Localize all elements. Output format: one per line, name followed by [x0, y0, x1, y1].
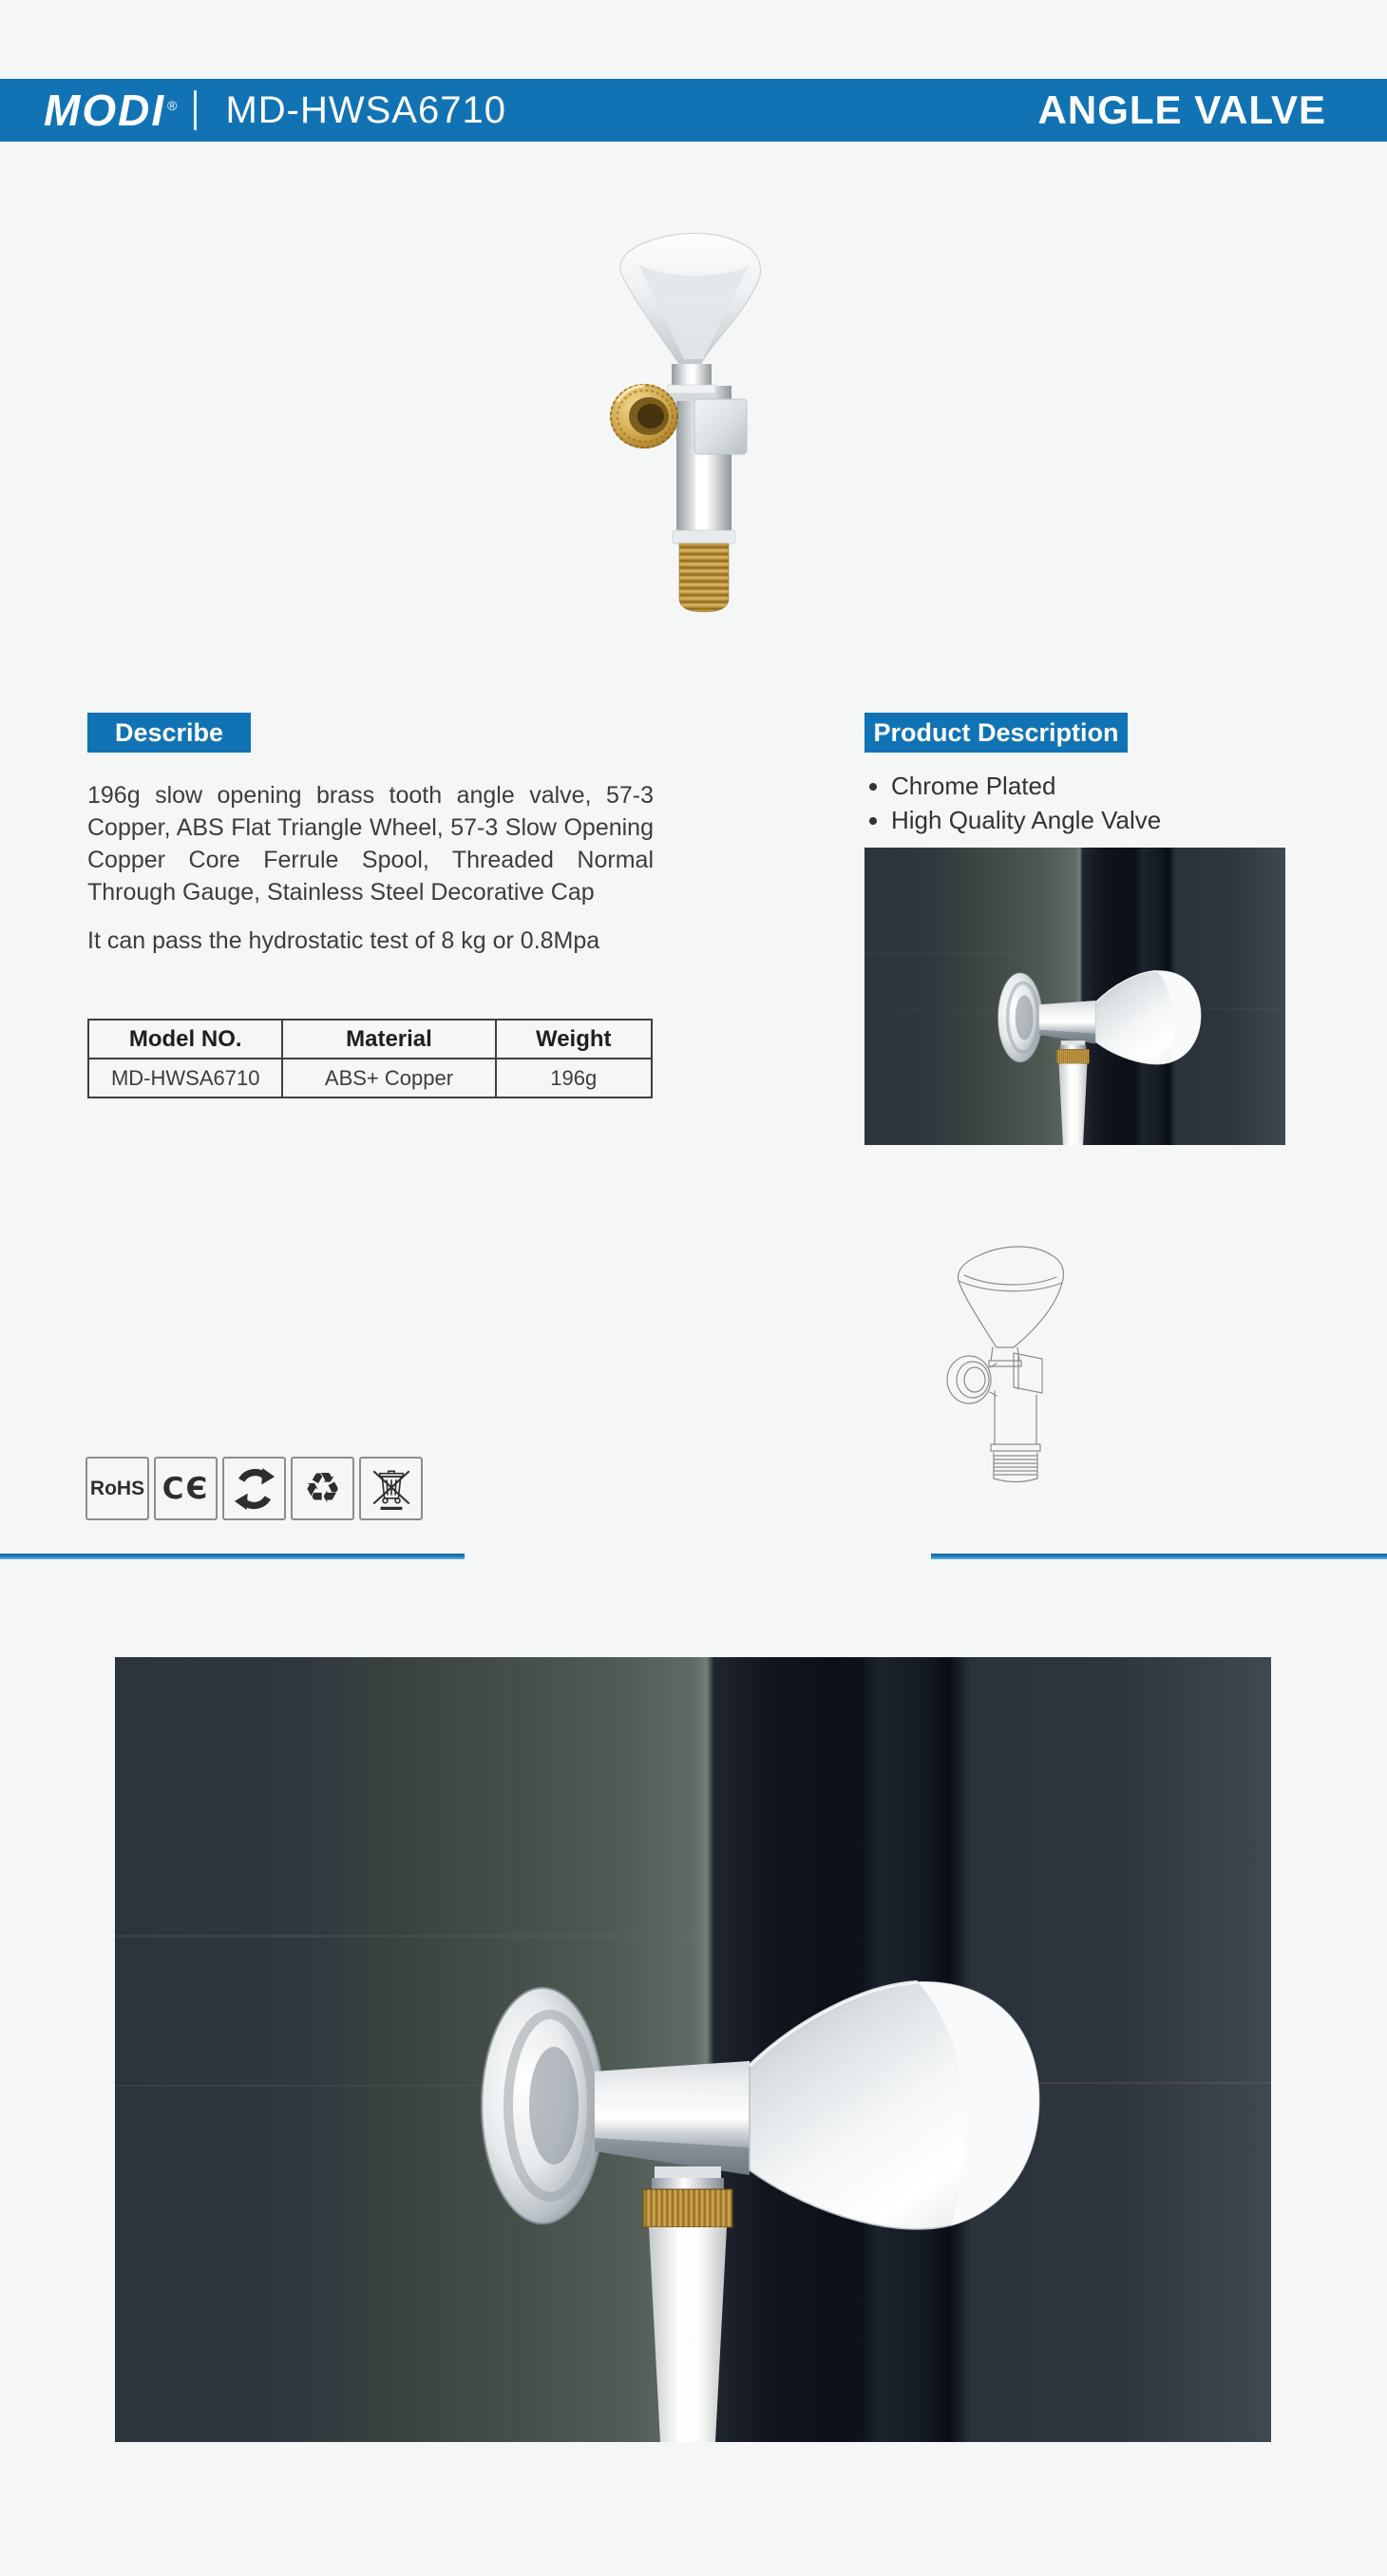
certification-row	[86, 1457, 423, 1520]
brand-logo	[44, 85, 179, 136]
hero-valve-image	[597, 226, 792, 616]
weee-bin-icon	[359, 1457, 423, 1520]
spec-table	[87, 1019, 653, 1098]
header-divider	[194, 90, 197, 130]
ce-mark-icon	[154, 1457, 218, 1520]
spec-header-weight: Weight	[496, 1020, 652, 1059]
green-dot-glyph	[234, 1468, 276, 1510]
separator-line-left	[0, 1554, 465, 1559]
spec-cell-material: ABS+ Copper	[282, 1059, 495, 1097]
hydrostatic-note: It can pass the hydrostatic test of 8 kg or 0.8Mpa	[87, 927, 600, 954]
registered-trademark-icon: ®	[167, 97, 180, 113]
bullet-chrome-plated: • Chrome Plated	[891, 770, 1300, 802]
spec-cell-model: MD-HWSA6710	[88, 1059, 282, 1097]
describe-badge-label: Describe	[114, 717, 224, 747]
spec-table-header-row	[88, 1020, 652, 1059]
weee-bin-glyph	[370, 1466, 412, 1512]
valve-line-drawing	[943, 1233, 1071, 1484]
product-description-bullets	[891, 770, 1300, 838]
recycling-symbol-icon	[291, 1457, 354, 1520]
spec-table-data-row	[88, 1059, 652, 1097]
spec-header-model: Model NO.	[88, 1020, 282, 1059]
product-description-badge	[864, 713, 1128, 753]
header-bar	[0, 79, 1387, 142]
header-model-code: MD-HWSA6710	[225, 88, 506, 131]
green-dot-icon	[222, 1457, 286, 1520]
rohs-label: RoHS	[89, 1477, 145, 1499]
spec-header-material: Material	[282, 1020, 495, 1059]
describe-paragraph: 196g slow opening brass tooth angle valve, 57-3 Copper, ABS Flat Triangle Wheel, 57-3 Slow Opening Copper Core Ferrule Spool, Threaded Normal Through Gauge, Stainless Steel Decorative Cap	[87, 782, 654, 906]
installed-valve-photo-small	[864, 848, 1285, 1145]
separator-line-right	[931, 1554, 1387, 1559]
describe-badge	[87, 713, 251, 753]
spec-cell-weight: 196g	[496, 1059, 652, 1097]
header-product-type: ANGLE VALVE	[1037, 87, 1326, 132]
bullet-high-quality: • High Quality Angle Valve	[891, 804, 1300, 836]
ce-label: CЄ	[162, 1471, 210, 1506]
rohs-mark-icon	[86, 1457, 149, 1520]
recycle-glyph: ♻	[303, 1463, 342, 1513]
installed-valve-photo-large	[115, 1657, 1271, 2442]
brand-name: MODI	[44, 86, 166, 135]
product-description-badge-label: Product Description	[873, 717, 1119, 747]
